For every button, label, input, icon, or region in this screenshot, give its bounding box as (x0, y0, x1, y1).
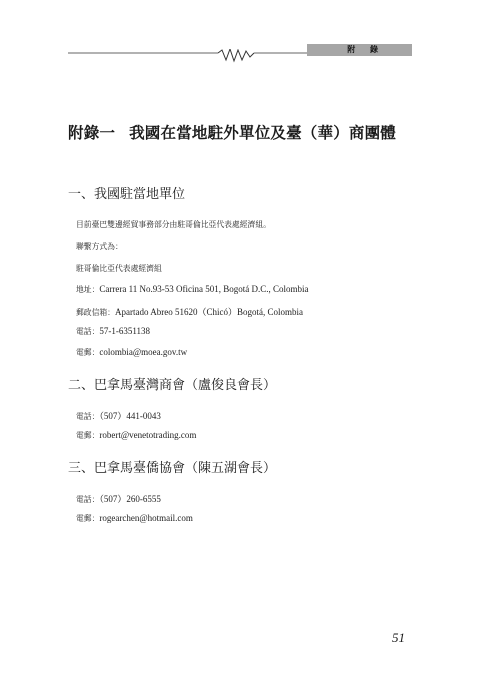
email-value: rogearchen@hotmail.com (99, 513, 193, 523)
title-part-2: 我國在當地駐外單位及臺（華）商團體 (129, 123, 397, 142)
phone-value: （507）441-0043 (99, 411, 161, 421)
address-line (76, 284, 309, 295)
section-1-line-1: 目前臺巴雙邊經貿事務部分由駐哥倫比亞代表處經濟組。 (76, 220, 271, 229)
section-heading-1: 一、我國駐當地單位 (68, 187, 186, 202)
mailbox-line (76, 305, 303, 318)
section-1-line-2: 聯繫方式為： (76, 242, 123, 251)
email-value: robert@venetotrading.com (99, 430, 197, 440)
email-value: colombia@moea.gov.tw (99, 347, 188, 357)
phone-label: 電話： (76, 412, 100, 421)
title-part-1: 附錄一 (68, 123, 116, 142)
section-1-line-3: 駐哥倫比亞代表處經濟組 (76, 264, 162, 273)
email-label: 電郵： (76, 514, 100, 523)
phone-line-1 (76, 326, 150, 337)
email-line-3 (76, 513, 193, 524)
page-number: 51 (392, 630, 405, 645)
mailbox-label: 郵政信箱： (76, 308, 115, 317)
address-value: Carrera 11 No.93-53 Oficina 501, Bogotá D.C., Colombia (99, 284, 309, 294)
phone-value: 57-1-6351138 (99, 326, 151, 336)
header-section-tag: 附 錄 (307, 44, 412, 56)
phone-label: 電話： (76, 495, 100, 504)
mailbox-value: Apartado Abreo 51620（Chicó）Bogotá, Colombia (114, 307, 303, 317)
section-heading-3: 三、巴拿馬臺僑協會（陳五湖會長） (68, 461, 277, 476)
email-label: 電郵： (76, 431, 100, 440)
phone-value: （507）260-6555 (99, 494, 161, 504)
section-heading-2: 二、巴拿馬臺灣商會（盧俊良會長） (68, 378, 277, 393)
email-line-1 (76, 347, 187, 358)
address-label: 地址： (76, 285, 100, 294)
phone-line-3 (76, 492, 161, 505)
email-label: 電郵： (76, 348, 100, 357)
page-title (68, 121, 428, 143)
phone-label: 電話： (76, 327, 100, 336)
phone-line-2 (76, 409, 161, 422)
email-line-2 (76, 430, 196, 441)
